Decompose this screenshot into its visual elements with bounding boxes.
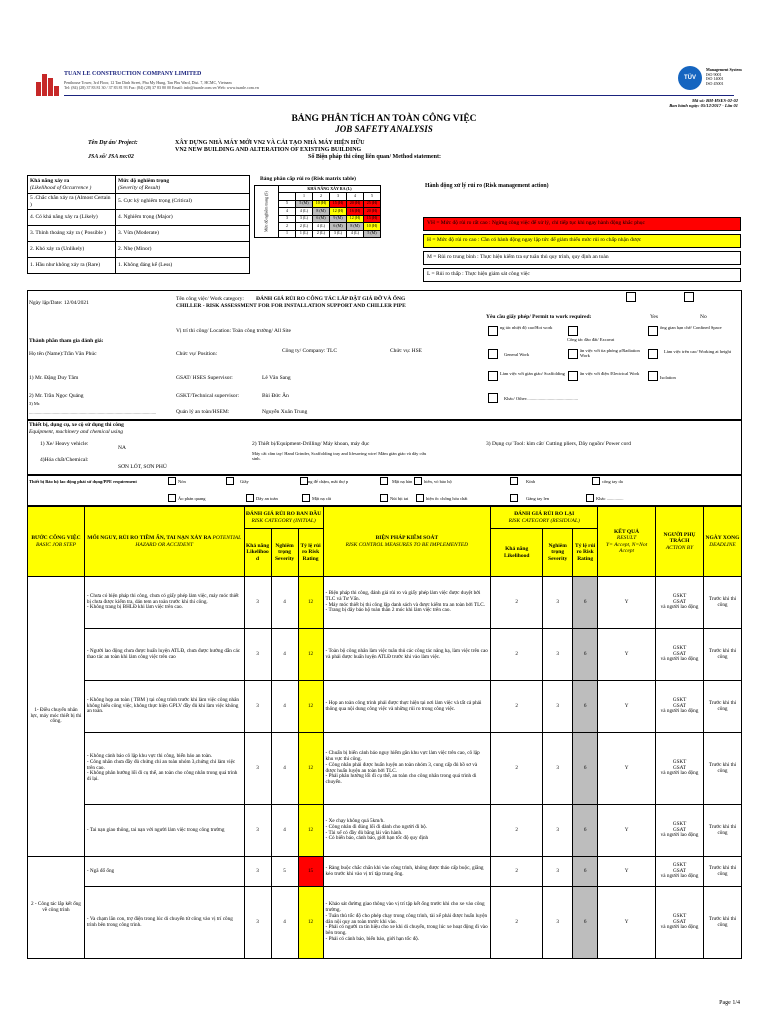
ppe-item: ng để chậm, mắt thợ p xyxy=(308,479,349,484)
ppe-item: hiện ốc chống hóa chất xyxy=(426,496,468,501)
matrix-cell: 9 (M) xyxy=(329,215,346,223)
ppe-checkbox[interactable] xyxy=(168,494,176,502)
action-by-cell: GSKT GSAT và người lao động xyxy=(656,887,704,959)
management-system-cert xyxy=(706,68,746,86)
company-position: Chức vụ: HSE xyxy=(390,348,423,354)
hot-work-label: ng tác nhiệt độ cao/Hot work xyxy=(500,325,553,330)
ppe-item: Mặt nạ cắt xyxy=(312,496,331,501)
residual-rating-cell: 6 xyxy=(573,887,598,959)
residual-rating-cell: 6 xyxy=(573,629,598,681)
matrix-cell: 25 (H) xyxy=(363,200,380,208)
risk-action-label: Hành động xử lý rủi ro (Risk management action) xyxy=(425,183,549,189)
hot-work-checkbox[interactable] xyxy=(488,326,498,336)
residual-likelihood-cell: 2 xyxy=(491,805,543,857)
residual-severity-cell: 3 xyxy=(543,805,573,857)
title-vn: BẢNG PHÂN TÍCH AN TOÀN CÔNG VIỆC xyxy=(291,114,477,124)
matrix-corner xyxy=(278,193,295,201)
result-cell: Y xyxy=(598,629,656,681)
ppe-item: Găng tay len xyxy=(526,496,549,501)
ppe-checkbox[interactable] xyxy=(246,494,254,502)
ppe-checkbox[interactable] xyxy=(510,494,518,502)
matrix-cell: 10 (H) xyxy=(363,223,380,231)
header-action-by: NGƯỜI PHỤ TRÁCH ACTION BY xyxy=(656,507,704,577)
likelihood-header: Khả năng xảy ra (Likelihood of Occurrence ) xyxy=(28,176,116,194)
matrix-cell: 5 (M) xyxy=(295,200,312,208)
matrix-cell: 2 (L) xyxy=(295,223,312,231)
position-label: Chức vụ/ Position: xyxy=(176,351,218,357)
dotted-line: ................................................................................................................. xyxy=(29,410,157,415)
company-field: Công ty/ Company: TLC xyxy=(282,348,338,354)
matrix-cell: 5 (M) xyxy=(363,230,380,238)
ppe-item: Áo phản quang xyxy=(178,496,206,501)
matrix-cell: 3 (L) xyxy=(295,215,312,223)
control-measure-cell: - Biện pháp thi công, đánh giá rủi ro và giấy phép làm việc được duyệt bởi TLC và Tư Vấn. - Máy móc thiết bị thi công lập danh sách và được kiểm tra an toàn bởi TLC. - Trang bị dây bảo hộ toàn thân 2 móc khi làm việc trên cao. xyxy=(323,577,491,629)
matrix-row-head: 2 xyxy=(278,223,295,231)
residual-severity-cell: 3 xyxy=(543,733,573,805)
matrix-cell: 10 (H) xyxy=(312,200,329,208)
ppe-item: Dây an toàn xyxy=(256,496,278,501)
excavation-checkbox[interactable] xyxy=(568,326,578,336)
matrix-cell: 2 (L) xyxy=(312,230,329,238)
likelihood-cell: 3 xyxy=(244,887,271,959)
hazard-cell: - Người lao động chưa được huấn luyện ATLĐ, chưa được hướng dẫn các thao tác an toàn khi làm công việc trên cao xyxy=(84,629,244,681)
table-row xyxy=(28,857,742,887)
work-category-label: Tên công việc/ Work category: xyxy=(176,296,244,302)
hazard-cell: - Không họp an toàn ( TBM ) tại công trình trước khi làm việc công nhân không hiểu công việc, không thực hiện GPLV đầy đủ khi làm việc không an toàn. xyxy=(84,681,244,733)
hsem-label: Quản lý an toàn/HSEM: xyxy=(176,409,230,415)
header-control: BIỆN PHÁP KIỂM SOÁT RISK CONTROL MEASURES TO BE IMPLEMENTED xyxy=(323,507,491,577)
deadline-cell: Trước khi thi công xyxy=(703,887,741,959)
member-3: 3) Mr. xyxy=(29,401,41,406)
residual-severity-cell: 3 xyxy=(543,887,573,959)
likelihood-cell: 3 xyxy=(244,577,271,629)
chemical-label: 4)Hóa chất/Chemical: xyxy=(40,457,89,463)
likelihood-cell: 3 xyxy=(244,681,271,733)
permit-yes-checkbox[interactable] xyxy=(626,292,636,302)
company-address xyxy=(64,81,384,90)
action-by-cell: GSKT GSAT và người lao động xyxy=(656,629,704,681)
matrix-cell: 6 (M) xyxy=(312,215,329,223)
title-en: JOB SAFETY ANALYSIS xyxy=(335,124,433,134)
permit-no-checkbox[interactable] xyxy=(684,292,694,302)
likelihood-cell: 3 xyxy=(244,857,271,887)
residual-severity-cell: 3 xyxy=(543,857,573,887)
ppe-checkbox[interactable] xyxy=(380,477,388,485)
risk-rating-cell: 12 xyxy=(298,629,323,681)
action-medium: M = Rủi ro trung bình : Thực hiện kiểm tra sự tuân thủ quy trình, quy định an toàn xyxy=(423,251,741,265)
general-work-label: General Work xyxy=(504,352,530,357)
header-severity: Nghiêm trọng Severity xyxy=(271,529,298,577)
ppe-checkbox[interactable] xyxy=(302,494,310,502)
project-name-en: VN2 NEW BUILDING AND ALTERATION OF EXISTING BUILDING xyxy=(175,147,362,153)
action-by-cell: GSKT GSAT và người lao động xyxy=(656,733,704,805)
height-work-label: Làm việc trên cao/ Working at height xyxy=(664,349,732,354)
severity-cell: 2. Nhẹ (Minor) xyxy=(116,242,250,258)
header-likelihood: Khả năng Likelihoo d xyxy=(244,529,271,577)
ppe-item: hiến, vò bảo hộ xyxy=(424,479,452,484)
matrix-cell: 4 (L) xyxy=(295,208,312,216)
matrix-top-label: KHẢ NĂNG XẢY RA (L) xyxy=(278,186,380,193)
risk-rating-cell: 12 xyxy=(298,805,323,857)
ppe-item: Mặt nạ hàn xyxy=(392,479,413,484)
matrix-cell: 8 (M) xyxy=(346,223,363,231)
matrix-cell: 4 (L) xyxy=(312,223,329,231)
result-cell: Y xyxy=(598,805,656,857)
ppe-checkbox[interactable] xyxy=(226,477,234,485)
residual-severity-cell: 3 xyxy=(543,681,573,733)
ppe-item: Kính xyxy=(526,479,535,484)
residual-severity-cell: 3 xyxy=(543,577,573,629)
permit-yes-label: Yes xyxy=(650,314,659,320)
assessor-name: Họ tên (Name):Trần Văn Phúc xyxy=(29,351,97,357)
page-number: Page 1/4 xyxy=(719,1000,740,1006)
matrix-cell: 4 (L) xyxy=(346,230,363,238)
severity-cell: 4. Nghiêm trọng (Major) xyxy=(116,210,250,226)
matrix-cell: 12 (H) xyxy=(329,208,346,216)
document-number xyxy=(669,98,738,108)
risk-rating-cell: 12 xyxy=(298,887,323,959)
residual-rating-cell: 6 xyxy=(573,681,598,733)
matrix-col-head: 5 xyxy=(363,193,380,201)
company-address-line: Penthouse Tower, 3rd Floor, 12 Tan Dinh Street, Phu My Hung, Tan Phu Ward, Dist. 7, HCMC, Vietnam xyxy=(64,80,232,85)
header-result: KẾT QUẢ RESULT Y= Accept, N=Not Accept xyxy=(598,507,656,577)
work-category-vn: ĐÁNH GIÁ RỦI RO CÔNG TÁC LẮP ĐẶT GIÁ ĐỠ VÀ ỐNG xyxy=(256,296,406,302)
severity-cell: 1. Không đáng kể (Less) xyxy=(116,258,250,274)
matrix-col-head: 4 xyxy=(346,193,363,201)
matrix-cell: 6 (M) xyxy=(329,223,346,231)
control-measure-cell: - Khảo sát đường giao thông vào vị trí tập kết ống trước khi cho xe vào công trường. - Tuân thủ tốc độ cho phép chạy trong công trình, tài xế phải được huấn luyện dân nội quy an toàn trước khi vào. - Phải có người ra tín hiệu cho xe khi di chuyển, trong lúc xe hoạt động đi vào bên trong. - Phải có cảnh báo, biển báo, giới hạn tốc độ. xyxy=(323,887,491,959)
hazard-cell: - Va chạm lăn con, trợ điện trong lúc di chuyển từ công vào vị trí công trình bên trong công trình. xyxy=(84,887,244,959)
hazard-cell: - Không cảnh báo cô lập khu vực thi công, biển báo an toàn. - Công nhân chưa đầy đủ chứng chỉ an toàn nhóm 3,chứng chỉ làm việc trên cao. - Không phân hướng lối đi cụ thể, an toàn cho công nhân trong quá trình di lại. xyxy=(84,733,244,805)
severity-header: Mức độ nghiêm trọng (Severity of Result) xyxy=(116,176,250,194)
result-cell: Y xyxy=(598,887,656,959)
matrix-cell: 12 (H) xyxy=(346,215,363,223)
tech-supervisor-name: Bùi Đức Ân xyxy=(262,393,289,399)
residual-severity-cell: 3 xyxy=(543,629,573,681)
residual-likelihood-cell: 2 xyxy=(491,887,543,959)
table-row xyxy=(28,577,742,629)
ppe-checkbox[interactable] xyxy=(586,494,594,502)
permit-label: Yêu cầu giấy phép/ Permit to work required: xyxy=(486,314,592,320)
matrix-row-head: 4 xyxy=(278,208,295,216)
company-contact-line: Tel: (84) (28) 37 83 81 30 / 37 83 81 93 Fax: (84) (28) 37 83 80 00 Email: info@tuanle.com.vn Web: www.tuanle.com.vn xyxy=(64,84,259,90)
residual-likelihood-cell: 2 xyxy=(491,681,543,733)
risk-rating-cell: 15 xyxy=(298,857,323,887)
cert-line: ISO 45001 xyxy=(706,80,724,86)
ppe-checkbox[interactable] xyxy=(510,477,518,485)
control-measure-cell: - Toàn bộ công nhân làm việc tuân thủ các công tác nâng hạ, làm việc trên cao và phải được huấn luyện ATLĐ trước khi vào làm việc. xyxy=(323,629,491,681)
doc-code: Mã số: BM-HSES-02-02 xyxy=(691,98,738,103)
risk-rating-cell: 12 xyxy=(298,577,323,629)
result-cell: Y xyxy=(598,577,656,629)
severity-cell: 3. Vừa (Moderate) xyxy=(116,226,250,242)
hses-supervisor-name: Lê Văn Sang xyxy=(262,375,291,381)
residual-rating-cell: 6 xyxy=(573,805,598,857)
tool-label: 3) Dụng cụ/ Tool: kìm cắt/ Cutting pliers, Dây nguồn/ Power cord xyxy=(486,441,631,447)
matrix-row-head: 1 xyxy=(278,230,295,238)
likelihood-severity-table xyxy=(27,175,250,274)
residual-likelihood-cell: 2 xyxy=(491,733,543,805)
matrix-cell: 1 (L) xyxy=(295,230,312,238)
ppe-item: Nón xyxy=(178,479,186,484)
radiation-checkbox[interactable] xyxy=(568,349,578,359)
deadline-cell: Trước khi thi công xyxy=(703,733,741,805)
severity-cell: 4 xyxy=(271,577,298,629)
severity-cell: 4 xyxy=(271,887,298,959)
isolation-label: Isolation xyxy=(660,375,676,380)
ppe-item: Khác ............... xyxy=(596,496,624,501)
risk-matrix xyxy=(254,185,381,238)
other-permit-checkbox[interactable] xyxy=(488,393,498,403)
severity-cell: 4 xyxy=(271,733,298,805)
vehicle-label: 1) Xe/ Heavy vehicle: xyxy=(40,441,89,447)
confined-space-label: ông gian hạn chế/ Confined Space xyxy=(660,325,722,330)
matrix-col-head: 2 xyxy=(312,193,329,201)
permit-no-label: No xyxy=(700,314,707,320)
table-row xyxy=(28,887,742,959)
matrix-cell: 8 (M) xyxy=(312,208,329,216)
ppe-item: công tay da xyxy=(602,479,623,484)
residual-likelihood-cell: 2 xyxy=(491,577,543,629)
ppe-checkbox[interactable] xyxy=(414,477,422,485)
confined-space-checkbox[interactable] xyxy=(648,326,658,336)
matrix-cell: 3 (L) xyxy=(329,230,346,238)
result-cell: Y xyxy=(598,857,656,887)
chemical-value: SƠN LÓT, SƠN PHỦ xyxy=(118,464,167,470)
member-1: 1) Mr. Đặng Duy Tâm xyxy=(29,375,79,381)
work-category-en: CHILLER - RISK ASSESSMENT FOR FOR INSTALLATION SUPPORT AND CHILLER PIPE xyxy=(176,303,406,309)
ppe-item: Giầy xyxy=(240,479,249,484)
residual-rating-cell: 6 xyxy=(573,577,598,629)
result-cell: Y xyxy=(598,681,656,733)
members-label: Thành phần tham gia đánh giá: xyxy=(29,338,104,344)
action-high: H = Mức độ rủi ro cao : Cần có hành động ngay lập tức để giảm thiểu mức rủi ro chấp nhận được xyxy=(423,234,741,248)
deadline-cell: Trước khi thi công xyxy=(703,577,741,629)
hsem-name: Nguyễn Xuân Trung xyxy=(262,409,308,415)
hses-supervisor-label: GSAT/ HSES Supervisor: xyxy=(176,375,233,381)
header-rule xyxy=(64,95,734,96)
equipment-label-en: Equipment, machinery and chemical using xyxy=(29,429,123,435)
likelihood-cell: 3 xyxy=(244,805,271,857)
job-step-cell: 2 - Công tác lắp kết ống về công trình xyxy=(28,857,85,959)
residual-rating-cell: 6 xyxy=(573,857,598,887)
likelihood-cell: 1. Hầu như không xảy ra (Rare) xyxy=(28,258,116,274)
header-initial-risk: ĐÁNH GIÁ RỦI RO BAN ĐẦU RISK CATEGORY (INITIAL) xyxy=(244,507,323,529)
header-likelihood-2: Khả năng Likelihood xyxy=(491,529,543,577)
residual-likelihood-cell: 2 xyxy=(491,629,543,681)
control-measure-cell: - Chuẩn bị biển cảnh báo nguy hiểm gắn khu vực làm việc trên cao, cô lập khu vực thi công. - Công nhân phải được huấn luyện an toàn nhóm 3, cung cấp đủ hồ sơ và được huấn luyện an toàn bởi TLC. - Phải phân hướng lối đi cụ thể, an toàn cho công nhân trong quá trình di chuyển. xyxy=(323,733,491,805)
ppe-checkbox[interactable] xyxy=(300,477,308,485)
table-row xyxy=(28,681,742,733)
electrical-label: ần việc với điện /Electrical Work xyxy=(580,371,640,376)
likelihood-cell: 5 .Chắc chắn xảy ra (Almost Certain ) xyxy=(28,194,116,210)
jsa-table xyxy=(27,506,742,959)
risk-rating-cell: 12 xyxy=(298,733,323,805)
height-work-checkbox[interactable] xyxy=(648,349,658,359)
deadline-cell: Trước khi thi công xyxy=(703,629,741,681)
method-statement-label: Số Biện pháp thi công liên quan/ Method statement: xyxy=(308,154,442,160)
location-field: Vị trí thi công/ Location: Toàn công trường/ All Site xyxy=(176,328,291,334)
action-by-cell: GSKT GSAT và người lao động xyxy=(656,805,704,857)
tuv-cert-logo: TÜV xyxy=(678,66,702,90)
risk-matrix-title: Bảng phân cấp rủi ro (Risk matrix table) xyxy=(260,176,357,182)
likelihood-cell: 4. Có khả năng xảy ra (Likely) xyxy=(28,210,116,226)
likelihood-cell: 3. Thỉnh thoảng xảy ra ( Possible ) xyxy=(28,226,116,242)
matrix-cell: 20 (H) xyxy=(363,208,380,216)
matrix-col-head: 1 xyxy=(295,193,312,201)
table-row xyxy=(28,805,742,857)
electrical-checkbox[interactable] xyxy=(568,371,578,381)
machine-value: Máy cắt cầm tay/ Hand Grinder, Scaffolding tray and lifesaving wire/ Mâm giàn giáo và dây cứu sinh. xyxy=(252,451,427,462)
header-severity-2: Nghiêm trọng Severity xyxy=(543,529,573,577)
jsa-number: JSA số/ JSA no:02 xyxy=(88,154,134,160)
ppe-label: Thiết bị Bảo hộ lao động phải sử dụng/PPE requirement xyxy=(29,479,137,484)
ppe-checkbox[interactable] xyxy=(592,477,600,485)
excavation-label: Công tác đào đất/ Excavat xyxy=(567,337,615,342)
hazard-cell: - Chưa có biện pháp thi công, chưa có giấy phép làm việc, máy móc thiết bị chưa được kiểm tra, dán tem an toàn trước khi thi công. - Không trang bị BHLĐ khi làm việc trên cao. xyxy=(84,577,244,629)
header-rating: Tỷ lệ rủi ro Risk Rating xyxy=(298,529,323,577)
matrix-cell: 15 (H) xyxy=(329,200,346,208)
equipment-label: Thiết bị, dụng cụ, xe cộ sử dụng thi công xyxy=(29,422,124,428)
machine-label: 2) Thiết bị/Equipment-Drilling/ Máy khoan, máy đục xyxy=(252,441,370,447)
header-job-step: BƯỚC CÔNG VIỆC BASIC JOB STEP xyxy=(28,507,85,577)
matrix-row-head: 5 xyxy=(278,200,295,208)
header-residual-risk: ĐÁNH GIÁ RỦI RO LẠI RISK CATEGORY (RESIDUAL) xyxy=(491,507,598,529)
risk-rating-cell: 12 xyxy=(298,681,323,733)
cert-title: Management System xyxy=(706,67,742,72)
general-work-checkbox[interactable] xyxy=(488,349,498,359)
action-low: L = Rủi ro thấp : Thực hiện giám sát công việc xyxy=(423,268,741,282)
isolation-checkbox[interactable] xyxy=(648,371,658,381)
severity-cell: 4 xyxy=(271,805,298,857)
ppe-item: Nút bịt tai xyxy=(390,496,409,501)
hazard-cell: - Ngã đổ ống xyxy=(84,857,244,887)
header-rating-2: Tỷ lệ rủi ro Risk Rating xyxy=(573,529,598,577)
matrix-cell: 15 (H) xyxy=(363,215,380,223)
header-deadline: NGÀY XONG DEADLINE xyxy=(703,507,741,577)
cert-line: ISO 9001 xyxy=(706,71,722,77)
tech-supervisor-label: GSKT/Technical supervisor: xyxy=(176,393,240,399)
matrix-row-head: 3 xyxy=(278,215,295,223)
table-row xyxy=(28,629,742,681)
project-label: Tên Dự án/ Project: xyxy=(88,140,138,146)
likelihood-cell: 3 xyxy=(244,733,271,805)
ppe-checkbox[interactable] xyxy=(380,494,388,502)
residual-rating-cell: 6 xyxy=(573,733,598,805)
hazard-cell: - Tai nạn giao thông, tai nạn với người làm việc trong công trường xyxy=(84,805,244,857)
control-measure-cell: - Họp an toàn công trình phải được thực hiện tại nơi làm việc và tất cả phải thông qua nội dung công việc và những rủi ro trong công việc. xyxy=(323,681,491,733)
date-field: Ngày lập/Date: 12/04/2021 xyxy=(29,300,89,306)
action-by-cell: GSKT GSAT và người lao động xyxy=(656,857,704,887)
project-name-vn: XÂY DỰNG NHÀ MÁY MỚI VN2 VÀ CẢI TẠO NHÀ MÁY HIỆN HỮU xyxy=(175,140,365,146)
severity-cell: 4 xyxy=(271,681,298,733)
matrix-cell: 20 (H) xyxy=(346,200,363,208)
action-by-cell: GSKT GSAT và người lao động xyxy=(656,681,704,733)
likelihood-cell: 2. Khó xảy ra (Unlikely) xyxy=(28,242,116,258)
matrix-cell: 16 (H) xyxy=(346,208,363,216)
action-very-high: VH = Mức độ rủi ro rất cao : Ngừng công việc để xử lý, chỉ tiếp tục khi ngay hành động khắc phục xyxy=(423,217,741,231)
doc-issue: Ban hành ngày: 05/12/2017 - Lần 01 xyxy=(669,103,738,109)
cert-line: ISO 14001 xyxy=(706,76,724,82)
job-step-cell: 1- Điều chuyển nhân lực, máy móc thiết bị thi công. xyxy=(28,577,85,857)
radiation-label: ần việc với tia phóng ạ/Radiation Work xyxy=(580,348,640,359)
matrix-side-label: Mức độ nghiêm trọng (S) xyxy=(255,186,279,238)
severity-cell: 5 xyxy=(271,857,298,887)
company-logo xyxy=(34,70,60,96)
vehicle-value: NA xyxy=(118,445,126,451)
deadline-cell: Trước khi thi công xyxy=(703,805,741,857)
control-measure-cell: - Ràng buộc chắc chắn khi vào công trình, không được tháo cấp buộc, giằng kéo trước khi vào vị trí tập trung ống. xyxy=(323,857,491,887)
member-2: 2) Mr. Trần Ngọc Quảng xyxy=(29,393,84,399)
control-measure-cell: - Xe chạy không quá 5km/h. - Công nhân đi đúng lối đi dành cho người đi bộ. - Tài xế có đầy đủ bằng lái văn hành. - Có biển báo, cảnh báo, giới hạn tốc độ quy định xyxy=(323,805,491,857)
ppe-checkbox[interactable] xyxy=(416,494,424,502)
result-cell: Y xyxy=(598,733,656,805)
deadline-cell: Trước khi thi công xyxy=(703,857,741,887)
matrix-col-head: 3 xyxy=(329,193,346,201)
likelihood-cell: 3 xyxy=(244,629,271,681)
scaffolding-label: Làm việc với giàn giáo/ Scaffolding xyxy=(500,371,565,376)
company-name: TUAN LE CONSTRUCTION COMPANY LIMITED xyxy=(64,71,202,77)
table-row xyxy=(28,733,742,805)
other-permit-label: Khác/ Other:............................................. xyxy=(504,396,578,401)
severity-cell: 5. Cực kỳ nghiêm trọng (Critical) xyxy=(116,194,250,210)
action-by-cell: GSKT GSAT và người lao động xyxy=(656,577,704,629)
residual-likelihood-cell: 2 xyxy=(491,857,543,887)
header-hazard: MỐI NGUY, RỦI RO TIỀM ẨN, TAI NẠN XẢY RA POTENTIAL HAZARD OR ACCIDENT xyxy=(84,507,244,577)
ppe-checkbox[interactable] xyxy=(168,477,176,485)
severity-cell: 4 xyxy=(271,629,298,681)
deadline-cell: Trước khi thi công xyxy=(703,681,741,733)
